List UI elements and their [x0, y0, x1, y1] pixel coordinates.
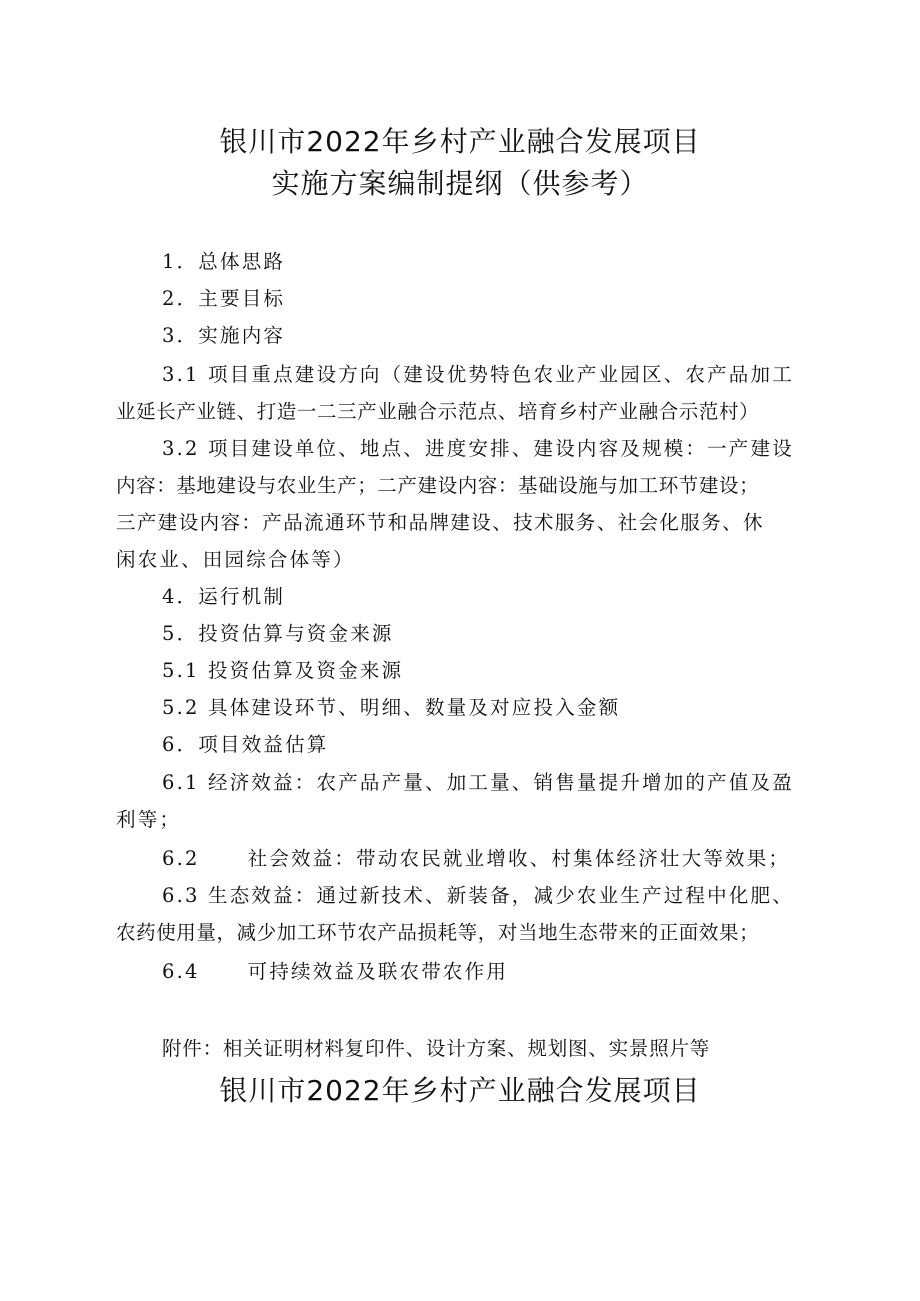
attachment-note: 附件：相关证明材料复印件、设计方案、规划图、实景照片等	[162, 1037, 711, 1060]
outline-item-3-2-line-4: 闲农业、田园综合体等）	[116, 548, 355, 571]
outline-item-3-2-line-3: 三产建设内容：产品流通环节和品牌建设、技术服务、社会化服务、休	[116, 511, 764, 534]
outline-item-4: 4．运行机制	[162, 585, 286, 608]
document-title-line-1: 银川市2022年乡村产业融合发展项目	[219, 125, 701, 158]
outline-item-6-4-number: 6.4	[162, 960, 200, 983]
outline-item-5-1: 5.1 投资估算及资金来源	[162, 659, 404, 682]
outline-item-6-4	[162, 962, 508, 982]
outline-item-6-2-number: 6.2	[162, 847, 200, 870]
outline-item-3-1-line-1: 3.1 项目重点建设方向（建设优势特色农业产业园区、农产品加工	[162, 363, 794, 386]
outline-item-5: 5．投资估算与资金来源	[162, 622, 394, 645]
outline-item-3-1-line-2: 业延长产业链、打造一二三产业融合示范点、培育乡村产业融合示范村）	[116, 400, 760, 423]
outline-item-2: 2．主要目标	[162, 287, 286, 310]
outline-item-5-2: 5.2 具体建设环节、明细、数量及对应投入金额	[162, 696, 621, 719]
outline-item-3-2-line-2: 内容：基地建设与农业生产；二产建设内容：基础设施与加工环节建设；	[116, 474, 760, 497]
outline-item-3: 3．实施内容	[162, 324, 286, 347]
outline-item-6: 6．项目效益估算	[162, 733, 329, 756]
outline-item-6-1-line-2: 利等；	[116, 808, 182, 831]
outline-item-6-2	[162, 849, 790, 869]
outline-item-6-1-line-1: 6.1 经济效益：农产品产量、加工量、销售量提升增加的产值及盈	[162, 771, 794, 794]
outline-item-1: 1．总体思路	[162, 250, 286, 273]
outline-item-6-2-text: 社会效益：带动农民就业增收、村集体经济壮大等效果；	[247, 847, 791, 870]
next-document-title: 银川市2022年乡村产业融合发展项目	[219, 1074, 701, 1107]
document-title-line-2: 实施方案编制提纲（供参考）	[271, 167, 649, 200]
outline-item-6-4-text: 可持续效益及联农带农作用	[247, 960, 509, 983]
outline-item-6-3-line-1: 6.3 生态效益：通过新技术、新装备，减少农业生产过程中化肥、	[162, 884, 794, 907]
outline-item-6-3-line-2: 农药使用量，减少加工环节农产品损耗等，对当地生态带来的正面效果；	[116, 921, 760, 944]
outline-item-3-2-line-1: 3.2 项目建设单位、地点、进度安排、建设内容及规模：一产建设	[162, 437, 794, 460]
